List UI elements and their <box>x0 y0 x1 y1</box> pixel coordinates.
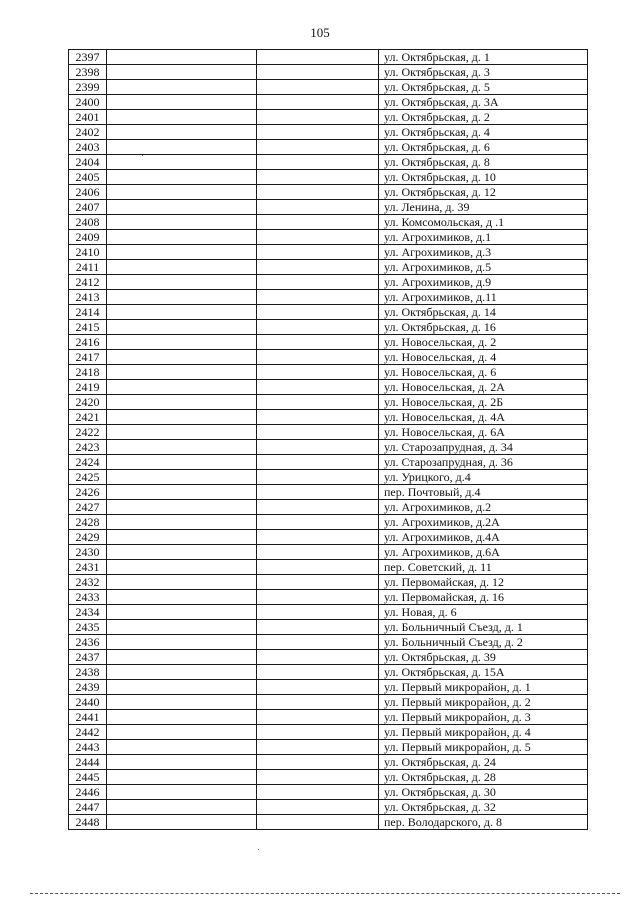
empty-cell <box>107 740 257 755</box>
address-cell: ул. Агрохимиков, д.3 <box>379 245 588 260</box>
address-cell: ул. Октябрьская, д. 15А <box>379 665 588 680</box>
address-cell: ул. Ленина, д. 39 <box>379 200 588 215</box>
row-number: 2427 <box>69 500 107 515</box>
empty-cell <box>107 725 257 740</box>
table-row <box>69 560 588 575</box>
table-row <box>69 590 588 605</box>
address-cell: ул. Октябрьская, д. 24 <box>379 755 588 770</box>
empty-cell <box>257 290 379 305</box>
empty-cell <box>257 710 379 725</box>
row-number: 2419 <box>69 380 107 395</box>
empty-cell <box>107 215 257 230</box>
row-number: 2409 <box>69 230 107 245</box>
table-row <box>69 80 588 95</box>
address-cell: ул. Октябрьская, д. 14 <box>379 305 588 320</box>
table-row <box>69 755 588 770</box>
row-number: 2402 <box>69 125 107 140</box>
table-row <box>69 635 588 650</box>
empty-cell <box>257 260 379 275</box>
empty-cell <box>257 575 379 590</box>
empty-cell <box>107 470 257 485</box>
row-number: 2426 <box>69 485 107 500</box>
empty-cell <box>257 95 379 110</box>
empty-cell <box>107 710 257 725</box>
empty-cell <box>107 125 257 140</box>
row-number: 2421 <box>69 410 107 425</box>
address-cell: ул. Октябрьская, д. 3А <box>379 95 588 110</box>
table-row <box>69 320 588 335</box>
empty-cell <box>257 785 379 800</box>
address-cell: ул. Новосельская, д. 6А <box>379 425 588 440</box>
empty-cell <box>257 320 379 335</box>
address-cell: ул. Комсомольская, д .1 <box>379 215 588 230</box>
row-number: 2436 <box>69 635 107 650</box>
table-row <box>69 425 588 440</box>
table-row <box>69 665 588 680</box>
empty-cell <box>257 665 379 680</box>
address-cell: ул. Старозапрудная, д. 34 <box>379 440 588 455</box>
address-cell: ул. Октябрьская, д. 6 <box>379 140 588 155</box>
address-cell: ул. Агрохимиков, д.2 <box>379 500 588 515</box>
row-number: 2415 <box>69 320 107 335</box>
empty-cell <box>257 155 379 170</box>
table-row <box>69 500 588 515</box>
empty-cell <box>107 320 257 335</box>
empty-cell <box>257 305 379 320</box>
empty-cell <box>257 650 379 665</box>
address-cell: ул. Октябрьская, д. 5 <box>379 80 588 95</box>
table-row <box>69 545 588 560</box>
table-row <box>69 620 588 635</box>
row-number: 2438 <box>69 665 107 680</box>
empty-cell <box>107 80 257 95</box>
row-number: 2422 <box>69 425 107 440</box>
table-row <box>69 95 588 110</box>
empty-cell <box>107 665 257 680</box>
empty-cell <box>107 500 257 515</box>
address-cell: ул. Больничный Съезд, д. 2 <box>379 635 588 650</box>
empty-cell <box>257 605 379 620</box>
address-cell: ул. Первый микрорайон, д. 4 <box>379 725 588 740</box>
row-number: 2437 <box>69 650 107 665</box>
empty-cell <box>107 155 257 170</box>
table-row <box>69 380 588 395</box>
address-cell: ул. Новосельская, д. 2А <box>379 380 588 395</box>
empty-cell <box>257 125 379 140</box>
empty-cell <box>257 815 379 830</box>
empty-cell <box>257 50 379 65</box>
table-row <box>69 770 588 785</box>
row-number: 2397 <box>69 50 107 65</box>
empty-cell <box>107 545 257 560</box>
empty-cell <box>257 335 379 350</box>
empty-cell <box>257 470 379 485</box>
address-cell: ул. Октябрьская, д. 30 <box>379 785 588 800</box>
empty-cell <box>257 440 379 455</box>
empty-cell <box>107 785 257 800</box>
table-row <box>69 695 588 710</box>
table-row <box>69 710 588 725</box>
table-row <box>69 725 588 740</box>
address-cell: ул. Агрохимиков, д.11 <box>379 290 588 305</box>
empty-cell <box>257 230 379 245</box>
table-row <box>69 290 588 305</box>
empty-cell <box>257 800 379 815</box>
empty-cell <box>107 110 257 125</box>
row-number: 2399 <box>69 80 107 95</box>
row-number: 2443 <box>69 740 107 755</box>
empty-cell <box>107 410 257 425</box>
row-number: 2398 <box>69 65 107 80</box>
row-number: 2439 <box>69 680 107 695</box>
row-number: 2417 <box>69 350 107 365</box>
empty-cell <box>107 170 257 185</box>
row-number: 2418 <box>69 365 107 380</box>
address-cell: ул. Агрохимиков, д.5 <box>379 260 588 275</box>
empty-cell <box>257 770 379 785</box>
address-table-body <box>69 50 588 830</box>
empty-cell <box>257 350 379 365</box>
row-number: 2435 <box>69 620 107 635</box>
page-bottom-edge <box>30 893 620 894</box>
table-row <box>69 110 588 125</box>
empty-cell <box>107 635 257 650</box>
empty-cell <box>107 455 257 470</box>
address-cell: ул. Октябрьская, д. 1 <box>379 50 588 65</box>
address-cell: ул. Агрохимиков, д.4А <box>379 530 588 545</box>
empty-cell <box>257 410 379 425</box>
address-cell: ул. Первый микрорайон, д. 1 <box>379 680 588 695</box>
empty-cell <box>107 65 257 80</box>
empty-cell <box>107 560 257 575</box>
address-cell: ул. Первый микрорайон, д. 3 <box>379 710 588 725</box>
table-row <box>69 800 588 815</box>
empty-cell <box>107 620 257 635</box>
empty-cell <box>257 215 379 230</box>
address-cell: ул. Агрохимиков, д.2А <box>379 515 588 530</box>
row-number: 2404 <box>69 155 107 170</box>
table-row <box>69 365 588 380</box>
address-cell: пер. Володарского, д. 8 <box>379 815 588 830</box>
empty-cell <box>257 80 379 95</box>
address-cell: ул. Первый микрорайон, д. 5 <box>379 740 588 755</box>
empty-cell <box>107 275 257 290</box>
empty-cell <box>107 530 257 545</box>
empty-cell <box>107 95 257 110</box>
empty-cell <box>107 350 257 365</box>
row-number: 2447 <box>69 800 107 815</box>
table-row <box>69 650 588 665</box>
empty-cell <box>257 530 379 545</box>
empty-cell <box>107 365 257 380</box>
empty-cell <box>257 185 379 200</box>
empty-cell <box>257 425 379 440</box>
row-number: 2401 <box>69 110 107 125</box>
address-cell: ул. Больничный Съезд, д. 1 <box>379 620 588 635</box>
address-cell: ул. Агрохимиков, д.9 <box>379 275 588 290</box>
address-cell: ул. Октябрьская, д. 3 <box>379 65 588 80</box>
row-number: 2428 <box>69 515 107 530</box>
row-number: 2430 <box>69 545 107 560</box>
address-cell: ул. Октябрьская, д. 12 <box>379 185 588 200</box>
table-row <box>69 530 588 545</box>
page-number: 105 <box>310 25 330 40</box>
row-number: 2405 <box>69 170 107 185</box>
address-table <box>68 49 588 830</box>
empty-cell <box>107 230 257 245</box>
row-number: 2423 <box>69 440 107 455</box>
table-row <box>69 185 588 200</box>
row-number: 2441 <box>69 710 107 725</box>
empty-cell <box>257 695 379 710</box>
empty-cell <box>107 695 257 710</box>
table-row <box>69 740 588 755</box>
scan-speck <box>258 849 259 850</box>
empty-cell <box>257 680 379 695</box>
row-number: 2444 <box>69 755 107 770</box>
address-cell: ул. Октябрьская, д. 28 <box>379 770 588 785</box>
address-cell: пер. Советский, д. 11 <box>379 560 588 575</box>
empty-cell <box>257 725 379 740</box>
table-row <box>69 305 588 320</box>
table-row <box>69 155 588 170</box>
row-number: 2407 <box>69 200 107 215</box>
row-number: 2434 <box>69 605 107 620</box>
address-cell: ул. Октябрьская, д. 2 <box>379 110 588 125</box>
empty-cell <box>107 245 257 260</box>
empty-cell <box>107 650 257 665</box>
address-cell: пер. Почтовый, д.4 <box>379 485 588 500</box>
row-number: 2442 <box>69 725 107 740</box>
table-row <box>69 455 588 470</box>
table-row <box>69 440 588 455</box>
row-number: 2432 <box>69 575 107 590</box>
table-row <box>69 350 588 365</box>
address-cell: ул. Агрохимиков, д.6А <box>379 545 588 560</box>
table-row <box>69 230 588 245</box>
empty-cell <box>257 590 379 605</box>
address-cell: ул. Первый микрорайон, д. 2 <box>379 695 588 710</box>
row-number: 2412 <box>69 275 107 290</box>
row-number: 2445 <box>69 770 107 785</box>
empty-cell <box>257 245 379 260</box>
empty-cell <box>257 140 379 155</box>
empty-cell <box>107 395 257 410</box>
address-cell: ул. Новосельская, д. 6 <box>379 365 588 380</box>
row-number: 2406 <box>69 185 107 200</box>
row-number: 2413 <box>69 290 107 305</box>
empty-cell <box>107 260 257 275</box>
empty-cell <box>107 335 257 350</box>
table-row <box>69 50 588 65</box>
empty-cell <box>257 740 379 755</box>
empty-cell <box>257 515 379 530</box>
row-number: 2446 <box>69 785 107 800</box>
table-row <box>69 410 588 425</box>
row-number: 2416 <box>69 335 107 350</box>
empty-cell <box>107 290 257 305</box>
table-row <box>69 470 588 485</box>
address-cell: ул. Агрохимиков, д.1 <box>379 230 588 245</box>
row-number: 2433 <box>69 590 107 605</box>
empty-cell <box>107 50 257 65</box>
empty-cell <box>107 605 257 620</box>
empty-cell <box>257 170 379 185</box>
empty-cell <box>107 590 257 605</box>
table-row <box>69 605 588 620</box>
empty-cell <box>257 395 379 410</box>
table-row <box>69 125 588 140</box>
row-number: 2425 <box>69 470 107 485</box>
row-number: 2411 <box>69 260 107 275</box>
address-cell: ул. Урицкого, д.4 <box>379 470 588 485</box>
empty-cell <box>107 140 257 155</box>
empty-cell <box>257 500 379 515</box>
table-row <box>69 200 588 215</box>
empty-cell <box>107 485 257 500</box>
table-row <box>69 575 588 590</box>
empty-cell <box>257 275 379 290</box>
empty-cell <box>107 575 257 590</box>
table-row <box>69 245 588 260</box>
empty-cell <box>257 380 379 395</box>
empty-cell <box>257 455 379 470</box>
row-number: 2448 <box>69 815 107 830</box>
empty-cell <box>257 560 379 575</box>
empty-cell <box>107 680 257 695</box>
address-cell: ул. Новосельская, д. 2Б <box>379 395 588 410</box>
row-number: 2420 <box>69 395 107 410</box>
empty-cell <box>107 305 257 320</box>
address-cell: ул. Октябрьская, д. 8 <box>379 155 588 170</box>
address-cell: ул. Новосельская, д. 4А <box>379 410 588 425</box>
empty-cell <box>257 200 379 215</box>
address-cell: ул. Октябрьская, д. 4 <box>379 125 588 140</box>
row-number: 2403 <box>69 140 107 155</box>
table-row <box>69 170 588 185</box>
address-cell: ул. Новая, д. 6 <box>379 605 588 620</box>
table-row <box>69 395 588 410</box>
empty-cell <box>107 770 257 785</box>
row-number: 2429 <box>69 530 107 545</box>
scan-speck <box>142 155 143 156</box>
row-number: 2440 <box>69 695 107 710</box>
address-cell: ул. Старозапрудная, д. 36 <box>379 455 588 470</box>
empty-cell <box>257 65 379 80</box>
address-cell: ул. Новосельская, д. 2 <box>379 335 588 350</box>
table-row <box>69 335 588 350</box>
address-cell: ул. Октябрьская, д. 39 <box>379 650 588 665</box>
row-number: 2410 <box>69 245 107 260</box>
row-number: 2408 <box>69 215 107 230</box>
empty-cell <box>107 380 257 395</box>
empty-cell <box>257 755 379 770</box>
empty-cell <box>107 425 257 440</box>
empty-cell <box>257 635 379 650</box>
empty-cell <box>257 545 379 560</box>
table-row <box>69 260 588 275</box>
table-row <box>69 515 588 530</box>
table-row <box>69 785 588 800</box>
address-cell: ул. Первомайская, д. 12 <box>379 575 588 590</box>
empty-cell <box>107 515 257 530</box>
table-row <box>69 215 588 230</box>
row-number: 2424 <box>69 455 107 470</box>
address-cell: ул. Октябрьская, д. 32 <box>379 800 588 815</box>
address-cell: ул. Первомайская, д. 16 <box>379 590 588 605</box>
table-row <box>69 485 588 500</box>
empty-cell <box>257 485 379 500</box>
row-number: 2414 <box>69 305 107 320</box>
table-row <box>69 65 588 80</box>
table-row <box>69 140 588 155</box>
address-cell: ул. Октябрьская, д. 10 <box>379 170 588 185</box>
empty-cell <box>107 185 257 200</box>
empty-cell <box>107 815 257 830</box>
empty-cell <box>257 110 379 125</box>
empty-cell <box>107 755 257 770</box>
row-number: 2400 <box>69 95 107 110</box>
table-row <box>69 275 588 290</box>
address-cell: ул. Новосельская, д. 4 <box>379 350 588 365</box>
empty-cell <box>107 200 257 215</box>
empty-cell <box>257 365 379 380</box>
row-number: 2431 <box>69 560 107 575</box>
empty-cell <box>257 620 379 635</box>
table-row <box>69 680 588 695</box>
address-cell: ул. Октябрьская, д. 16 <box>379 320 588 335</box>
empty-cell <box>107 440 257 455</box>
empty-cell <box>107 800 257 815</box>
table-row <box>69 815 588 830</box>
